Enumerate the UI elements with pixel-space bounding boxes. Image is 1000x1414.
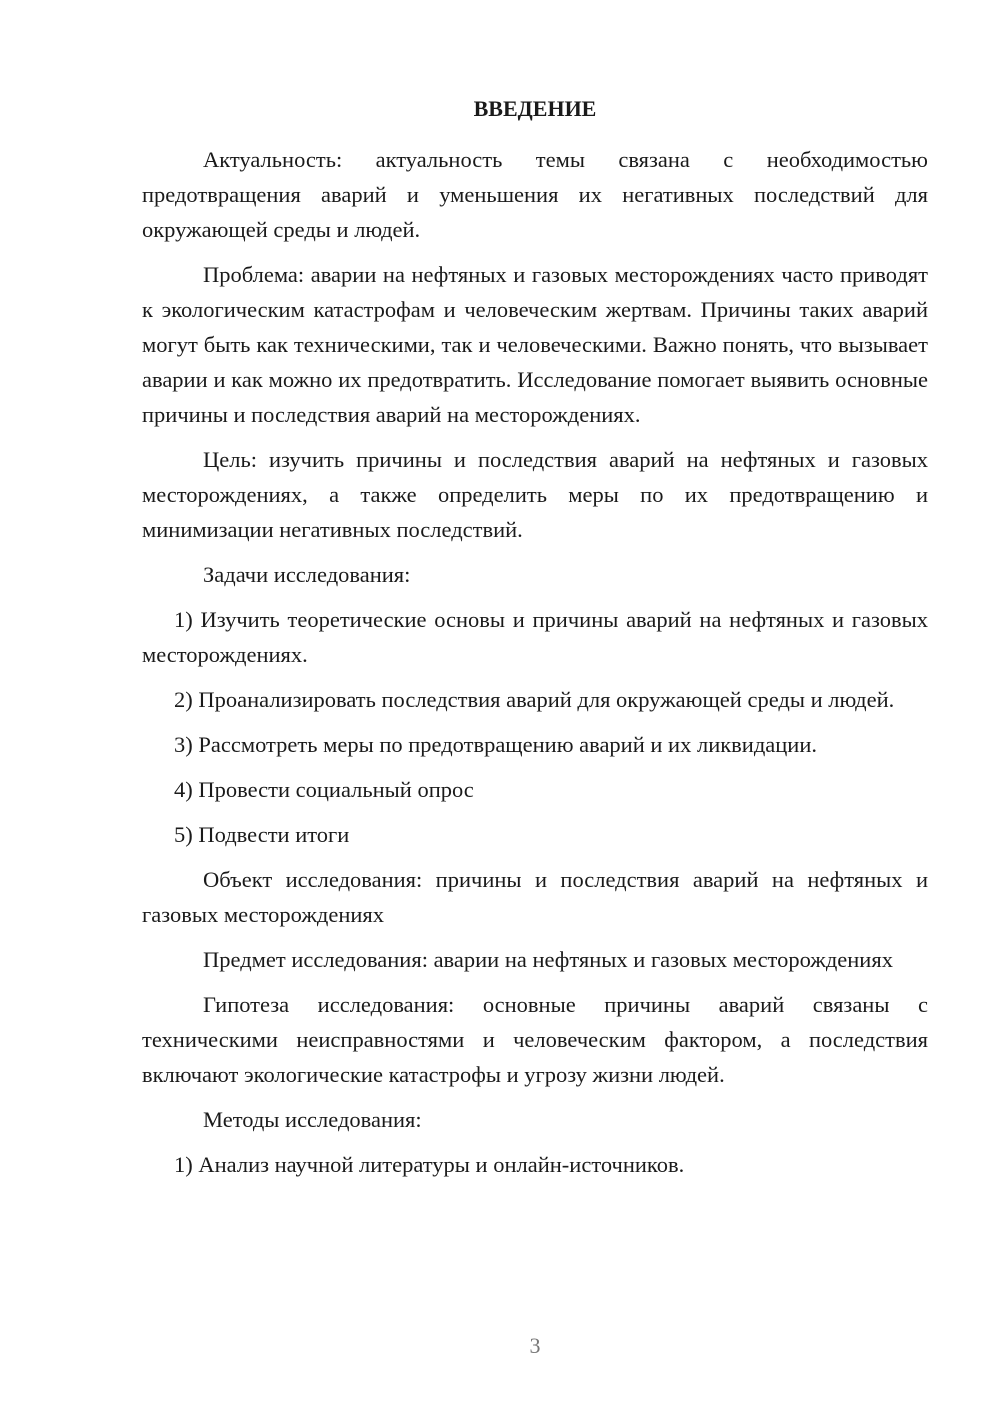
- task-item-2: 2) Проанализировать последствия аварий для окружающей среды и людей.: [174, 687, 895, 712]
- methods-heading: Методы исследования:: [203, 1107, 422, 1132]
- relevance-paragraph: Актуальность: актуальность темы связана с необходимостью предотвращения аварий и уменьшения их негативных последствий для окружающей среды и людей.: [142, 147, 928, 242]
- task-item-5: 5) Подвести итоги: [174, 822, 350, 847]
- tasks-heading: Задачи исследования:: [203, 562, 411, 587]
- document-page: [142, 94, 928, 1192]
- object-paragraph: Объект исследования: причины и последствия аварий на нефтяных и газовых месторождениях: [142, 867, 928, 927]
- task-item-4: 4) Провести социальный опрос: [174, 777, 474, 802]
- problem-paragraph: Проблема: аварии на нефтяных и газовых месторождениях часто приводят к экологическим катастрофам и человеческим жертвам. Причины таких аварий могут быть как техническими, так и человеческими. Важно понять, что вызывает аварии и как можно их предотвратить. Исследование помогает выявить основные причины и последствия аварий на месторождениях.: [142, 262, 928, 427]
- task-item-3: 3) Рассмотреть меры по предотвращению аварий и их ликвидации.: [174, 732, 818, 757]
- page-number: 3: [529, 1333, 541, 1358]
- task-item-1: 1) Изучить теоретические основы и причины аварий на нефтяных и газовых месторождениях.: [142, 607, 928, 667]
- subject-paragraph: Предмет исследования: аварии на нефтяных и газовых месторождениях: [203, 947, 893, 972]
- goal-paragraph: Цель: изучить причины и последствия аварий на нефтяных и газовых месторождениях, а также определить меры по их предотвращению и минимизации негативных последствий.: [142, 447, 928, 542]
- section-title: ВВЕДЕНИЕ: [473, 96, 597, 121]
- hypothesis-paragraph: Гипотеза исследования: основные причины аварий связаны с техническими неисправностями и человеческим фактором, а последствия включают экологические катастрофы и угрозу жизни людей.: [142, 992, 928, 1087]
- method-item-1: 1) Анализ научной литературы и онлайн-источников.: [174, 1152, 685, 1177]
